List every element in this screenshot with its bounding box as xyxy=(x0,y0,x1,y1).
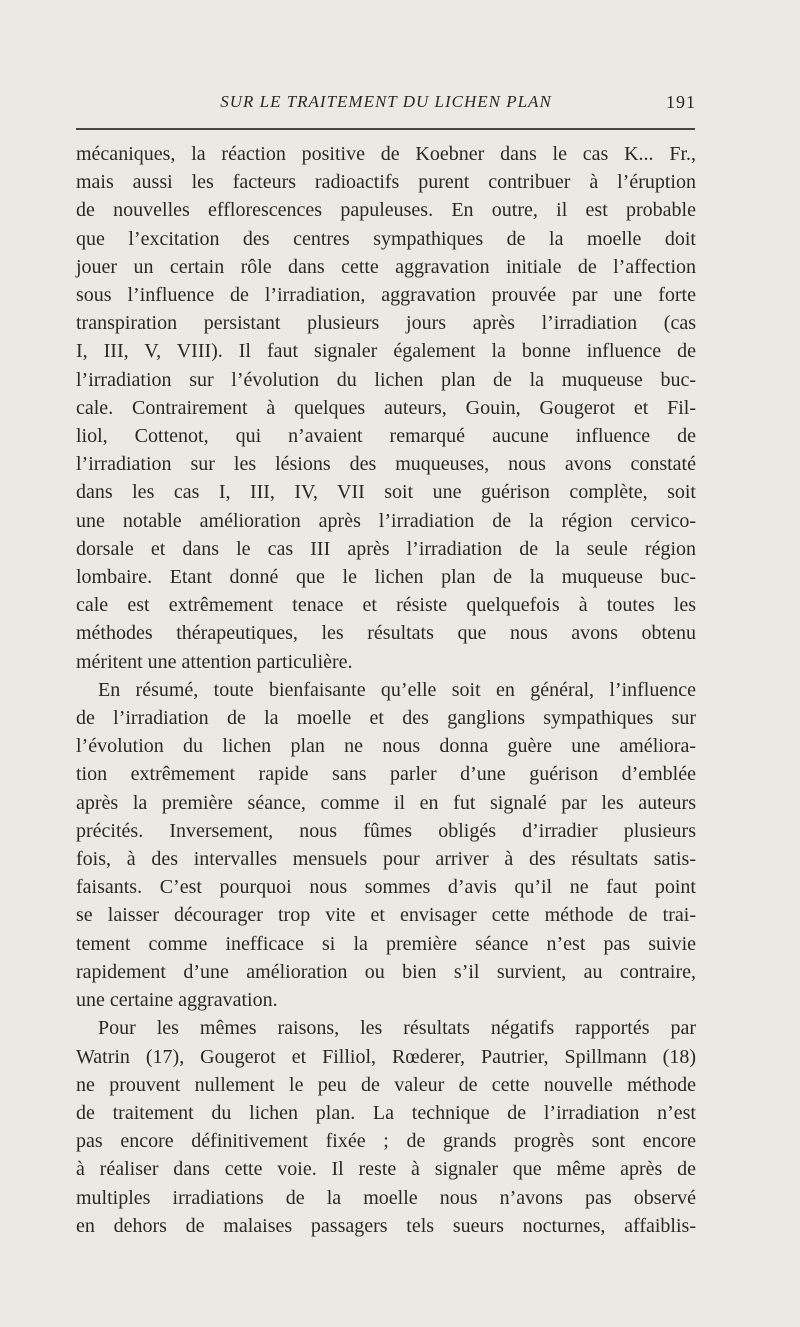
text-line: mécaniques, la réaction positive de Koebner dans le cas K... Fr., xyxy=(76,143,696,165)
text-line: tement comme inefficace si la première séance n’est pas suivie xyxy=(76,932,696,955)
text-line: une notable amélioration après l’irradiation de la région cervico- xyxy=(76,509,696,532)
page-number: 191 xyxy=(666,92,696,112)
text-line: dorsale et dans le cas III après l’irradiation de la seule région xyxy=(76,537,696,560)
text-line: méthodes thérapeutiques, les résultats que nous avons obtenu xyxy=(76,622,696,645)
text-line: sous l’influence de l’irradiation, aggravation prouvée par une forte xyxy=(76,284,696,307)
text-line: que l’excitation des centres sympathiques de la moelle doit xyxy=(76,227,696,250)
text-line: ne prouvent nullement le peu de valeur de cette nouvelle méthode xyxy=(76,1073,696,1096)
text-line: tion extrêmement rapide sans parler d’une guérison d’emblée xyxy=(76,763,696,786)
text-line: une certaine aggravation. xyxy=(76,989,278,1012)
paragraph xyxy=(76,1014,696,1240)
text-line: en dehors de malaises passagers tels sueurs nocturnes, affaiblis- xyxy=(76,1214,696,1237)
header-rule xyxy=(76,128,695,130)
text-line: l’irradiation sur les lésions des muqueuses, nous avons constaté xyxy=(76,453,696,476)
text-line: transpiration persistant plusieurs jours après l’irradiation (cas xyxy=(76,312,696,335)
text-line: jouer un certain rôle dans cette aggravation initiale de l’affection xyxy=(76,255,696,278)
text-line: fois, à des intervalles mensuels pour arriver à des résultats satis- xyxy=(76,848,696,871)
text-line: de l’irradiation de la moelle et des ganglions sympathiques sur xyxy=(76,707,696,730)
paragraph xyxy=(76,676,696,1014)
text-line: lombaire. Etant donné que le lichen plan de la muqueuse buc- xyxy=(76,566,696,589)
paragraph xyxy=(76,140,696,676)
text-line: à réaliser dans cette voie. Il reste à signaler que même après de xyxy=(76,1158,696,1181)
text-line: Pour les mêmes raisons, les résultats négatifs rapportés par xyxy=(98,1017,696,1040)
text-line: faisants. C’est pourquoi nous sommes d’avis qu’il ne faut point xyxy=(76,876,696,899)
text-line: méritent une attention particulière. xyxy=(76,650,353,673)
text-line: l’irradiation sur l’évolution du lichen plan de la muqueuse buc- xyxy=(76,368,696,391)
text-line: multiples irradiations de la moelle nous n’avons pas observé xyxy=(76,1186,696,1209)
text-line: dans les cas I, III, IV, VII soit une guérison complète, soit xyxy=(76,481,696,504)
text-line: I, III, V, VIII). Il faut signaler également la bonne influence de xyxy=(76,340,696,363)
text-line: précités. Inversement, nous fûmes obligés d’irradier plusieurs xyxy=(76,819,696,842)
text-line: de traitement du lichen plan. La technique de l’irradiation n’est xyxy=(76,1101,696,1124)
text-line: de nouvelles efflorescences papuleuses. En outre, il est probable xyxy=(76,199,696,222)
text-line: liol, Cottenot, qui n’avaient remarqué aucune influence de xyxy=(76,425,696,448)
text-line: Watrin (17), Gougerot et Filliol, Rœderer, Pautrier, Spillmann (18) xyxy=(76,1045,696,1068)
text-line: mais aussi les facteurs radioactifs purent contribuer à l’éruption xyxy=(76,171,696,194)
text-line: se laisser décourager trop vite et envisager cette méthode de trai- xyxy=(76,904,696,927)
text-line: pas encore définitivement fixée ; de grands progrès sont encore xyxy=(76,1130,696,1153)
text-line: l’évolution du lichen plan ne nous donna guère une améliora- xyxy=(76,735,696,758)
running-title: SUR LE TRAITEMENT DU LICHEN PLAN xyxy=(220,92,552,111)
text-line: cale. Contrairement à quelques auteurs, Gouin, Gougerot et Fil- xyxy=(76,396,696,419)
body-text xyxy=(76,140,696,1240)
text-line: rapidement d’une amélioration ou bien s’il survient, au contraire, xyxy=(76,960,696,983)
text-line: En résumé, toute bienfaisante qu’elle soit en général, l’influence xyxy=(98,678,696,701)
text-line: cale est extrêmement tenace et résiste quelquefois à toutes les xyxy=(76,594,696,617)
running-header xyxy=(76,92,696,116)
text-line: après la première séance, comme il en fut signalé par les auteurs xyxy=(76,791,696,814)
